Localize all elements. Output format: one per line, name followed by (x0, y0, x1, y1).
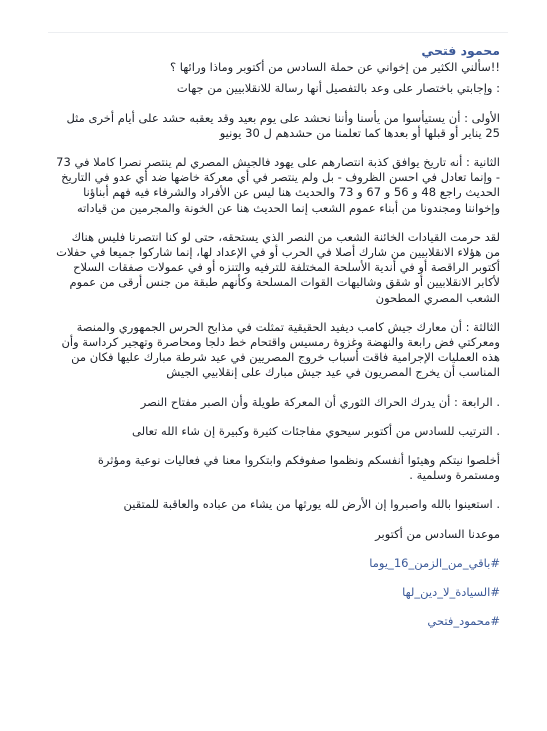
post-paragraph: الأولى : أن يستيأسوا من يأسنا وأننا نحشد على يوم بعيد وقد يعقبه حشد على أيام أخرى مثل 25 يناير أو قبلها أو بعدها كما تعلمنا من حشدهم ل 30 يونيو (66, 110, 500, 140)
post-paragraph: الثالثة : أن معارك جيش كامب ديفيد الحقيقية تمثلت في مذابح الحرس الجمهوري والمنصة ومعركتي فض رابعة والنهضة وغزوة رمسيس واقتحام خط دلجا ومحاصرة وتهجير كرداسة وأن هذه العمليات الإجرامية فاقت أسباب خروج المصريين في عيد شرطة مبارك عليها فكان من المناسب أن يخرج المصريون في عيد جيش مبارك على إنقلابيي الجيش (61, 319, 500, 380)
post-paragraph: . الرابعة : أن يدرك الحراك الثوري أن المعركة طويلة وأن الصبر مفتاح النصر (140, 394, 500, 409)
post-author-link[interactable]: محمود فتحي (421, 43, 500, 58)
post-paragraph: لقد حرمت القيادات الخائنة الشعب من النصر الذي يستحقه، حتى لو كنا انتصرنا فليس هناك من هؤلاء الانقلابيين من شارك أصلا في الحرب أو في الإعداد لها، إنما شاركوا جميعا في حفلات أكتوبر الراقصة أو في أندية الأسلحة المختلفة للترفيه والتنزه أو في عمولات صفقات السلاح لأكابر الانقلابيين أو شقق وشاليهات القوات المسلحة وكأنهم طبقة من جنس أرقى من عموم الشعب المصري المطحون (56, 229, 500, 305)
post-body (48, 33, 508, 629)
post-card (48, 32, 508, 713)
post-paragraph: . استعينوا بالله واصبروا إن الأرض لله يورثها من يشاء من عباده والعاقبة للمتقين (123, 497, 500, 512)
hashtag-link[interactable]: #باقي_من_الزمن_16_يوما (369, 555, 500, 570)
post-paragraph: موعدنا السادس من أكتوبر (375, 526, 500, 541)
post-paragraph: . الترتيب للسادس من أكتوبر سيحوي مفاجئات كثيرة وكبيرة إن شاء الله تعالى (132, 423, 500, 438)
post-paragraph: !!سألني الكثير من إخواني عن حملة السادس من أكتوبر وماذا ورائها ؟ (169, 60, 500, 75)
post-paragraph: الثانية : أنه تاريخ يوافق كذبة انتصارهم على يهود فالجيش المصري لم ينتصر نصرا كاملا في 73 - وإنما تعادل في احسن الظروف - بل ولم ينتصر في أي معركة خاضها ضد أي عدو في التاريخ الحديث راجع 48 و 56 و 67 و 73 والحديث هنا ليس عن الأفراد والشرفاء فيه فهم أبناؤنا وإخواننا ومجندونا من أبناء عموم الشعب إنما الحديث هنا عن الخونة والمجرمين من قياداته (56, 155, 500, 215)
hashtag-link[interactable]: #السيادة_لا_دين_لها (402, 585, 500, 600)
post-paragraph: : وإجابتي باختصار على وعد بالتفصيل أنها رسالة للانقلابيين من جهات (176, 81, 500, 96)
post-paragraph: أخلصوا نيتكم وهيئوا أنفسكم ونظموا صفوفكم وابتكروا معنا في فعاليات نوعية ومؤثرة ومستمرة وسلمية . (97, 453, 500, 483)
hashtag-link[interactable]: #محمود_فتحي (427, 614, 500, 629)
